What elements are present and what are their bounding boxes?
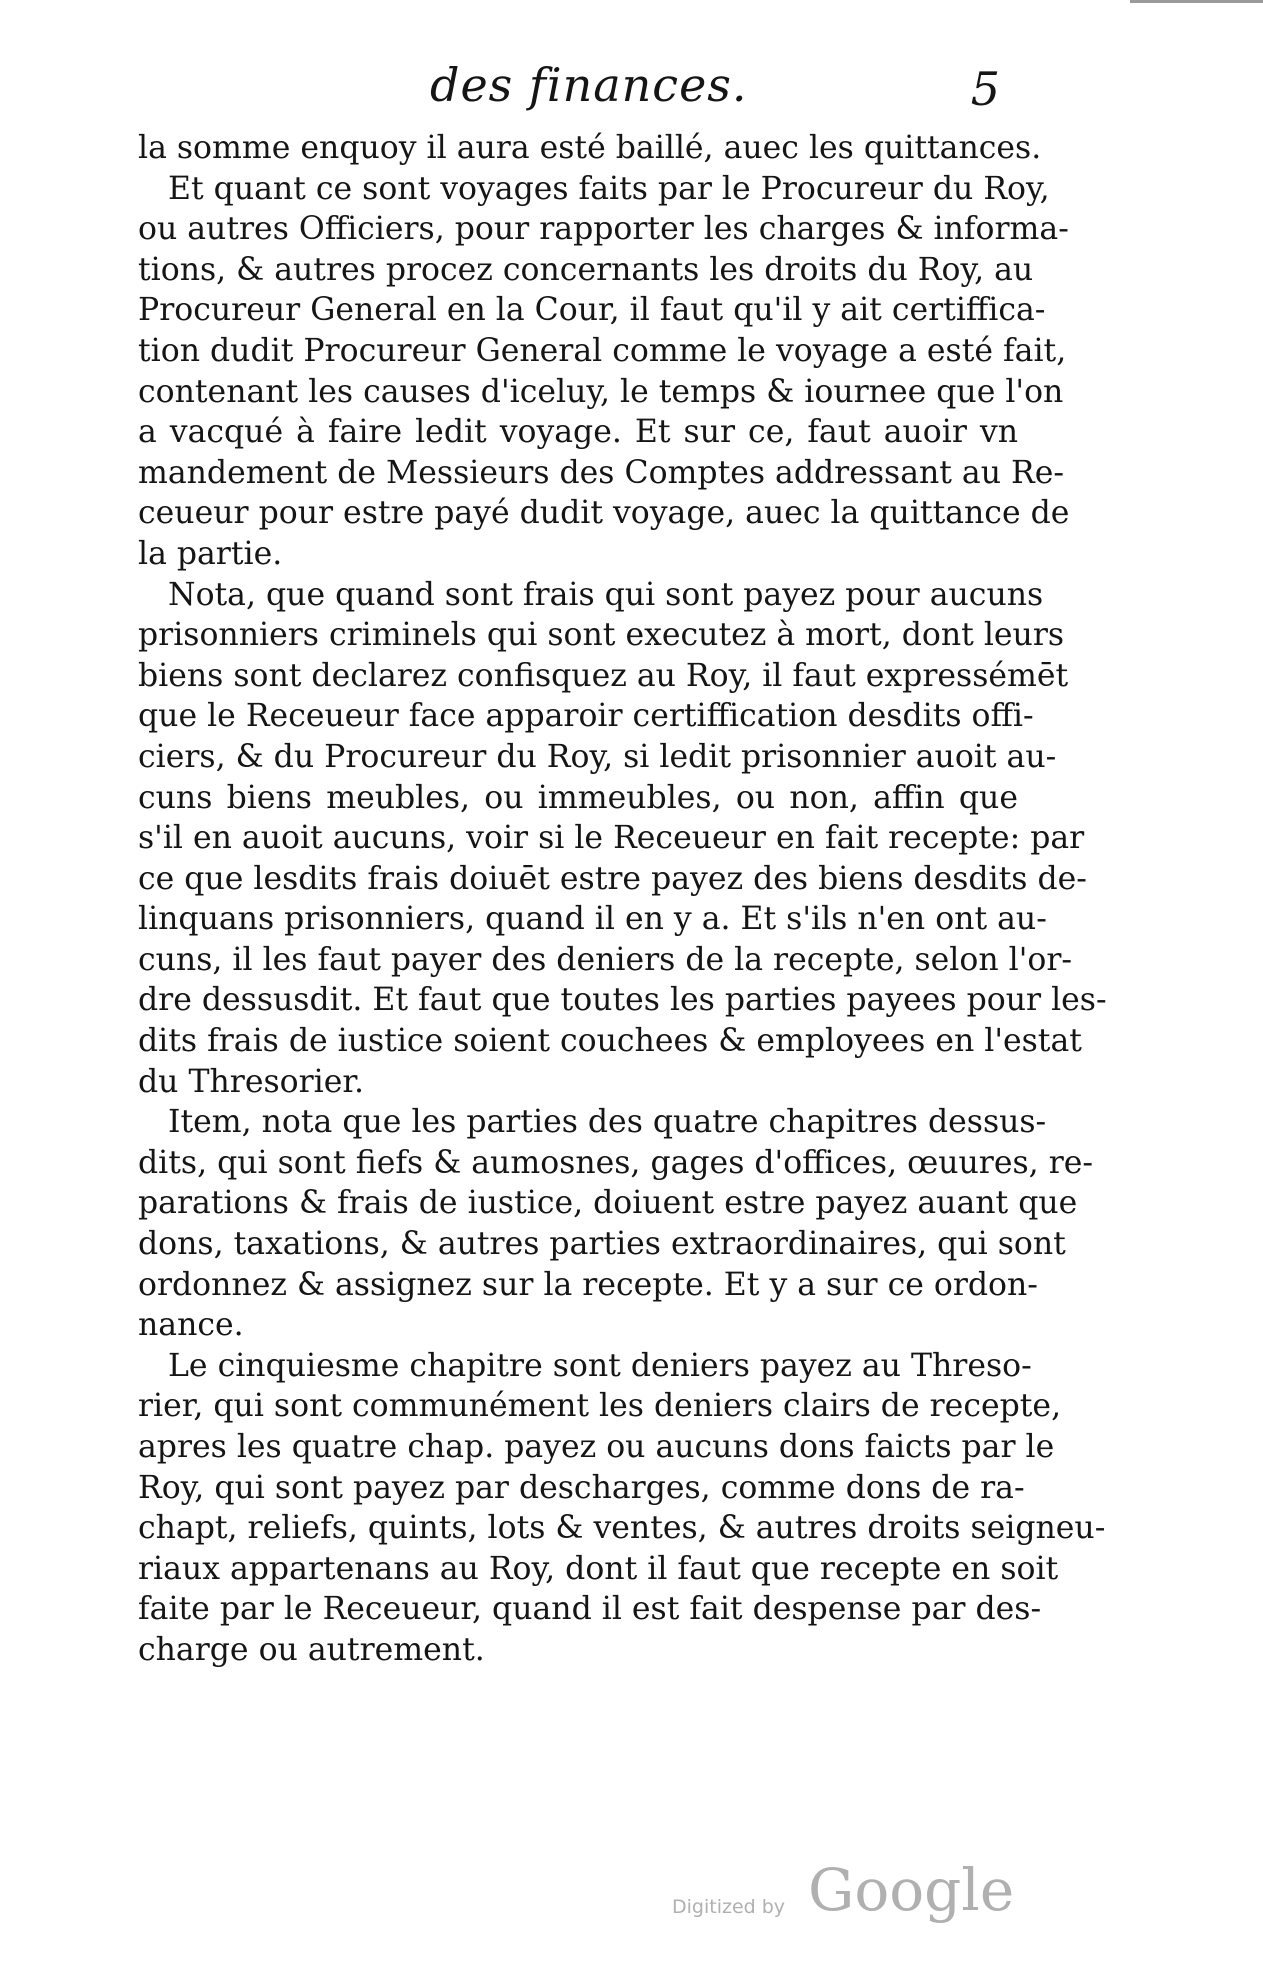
paragraph — [138, 575, 1107, 1103]
text-line: cuns biens meubles, ou immeubles, ou non, affin que — [138, 779, 1018, 816]
text-line: nance. — [138, 1307, 244, 1344]
digitized-watermark — [672, 1856, 1015, 1926]
paragraph — [138, 169, 1070, 575]
page-number: 5 — [970, 62, 1000, 116]
text-line: biens sont declarez confisquez au Roy, il faut expressémēt — [138, 657, 1069, 694]
text-line: Procureur General en la Cour, il faut qu'il y ait certiffica- — [138, 292, 1046, 329]
scan-edge-mark — [1130, 0, 1263, 3]
text-line: Item, nota que les parties des quatre chapitres dessus- — [168, 1104, 1047, 1141]
text-line: tions, & autres procez concernants les droits du Roy, au — [138, 251, 1034, 288]
text-line: chapt, reliefs, quints, lots & ventes, & autres droits seigneu- — [138, 1510, 1106, 1547]
text-line: prisonniers criminels qui sont executez à mort, dont leurs — [138, 617, 1065, 654]
text-line: s'il en auoit aucuns, voir si le Receueur en fait recepte: par — [138, 820, 1085, 857]
text-line: ce que lesdits frais doiuēt estre payez des biens desdits de- — [138, 860, 1087, 897]
text-line: parations & frais de iustice, doiuent estre payez auant que — [138, 1185, 1078, 1222]
text-line: charge ou autrement. — [138, 1631, 485, 1668]
body-text — [138, 128, 1107, 1671]
text-line: mandement de Messieurs des Comptes addressant au Re- — [138, 454, 1065, 491]
text-line: rier, qui sont communément les deniers clairs de recepte, — [138, 1388, 1062, 1425]
text-line: faite par le Receueur, quand il est fait despense par des- — [138, 1591, 1042, 1628]
text-line: du Thresorier. — [138, 1063, 364, 1100]
text-line: apres les quatre chap. payez ou aucuns dons faicts par le — [138, 1429, 1055, 1465]
text-line: dons, taxations, & autres parties extraordinaires, qui sont — [138, 1226, 1066, 1263]
text-line: linquans prisonniers, quand il en y a. Et s'ils n'en ont au- — [138, 901, 1047, 938]
paragraph — [138, 1102, 1094, 1346]
text-line: cuns, il les faut payer des deniers de la recepte, selon l'or- — [138, 941, 1073, 978]
text-line: Et quant ce sont voyages faits par le Procureur du Roy, — [168, 170, 1050, 207]
paragraph — [138, 1346, 1106, 1671]
paragraph — [138, 128, 1042, 169]
text-line: tion dudit Procureur General comme le voyage a esté fait, — [138, 332, 1067, 369]
text-line: ou autres Officiers, pour rapporter les charges & informa- — [138, 211, 1069, 248]
text-line: riaux appartenans au Roy, dont il faut que recepte en soit — [138, 1550, 1059, 1587]
text-line: la somme enquoy il aura esté baillé, auec les quittances. — [138, 130, 1042, 166]
text-line: ordonnez & assignez sur la recepte. Et y a sur ce ordon- — [138, 1266, 1038, 1303]
text-line: contenant les causes d'iceluy, le temps & iournee que l'on — [138, 373, 1064, 410]
text-line: que le Receueur face apparoir certiffication desdits offi- — [138, 698, 1034, 735]
text-line: Le cinquiesme chapitre sont deniers payez au Threso- — [168, 1347, 1032, 1384]
text-line: dits, qui sont fiefs & aumosnes, gages d'offices, œuures, re- — [138, 1144, 1094, 1181]
text-line: dits frais de iustice soient couchees & employees en l'estat — [138, 1023, 1082, 1060]
text-line: la partie. — [138, 535, 283, 572]
text-line: dre dessusdit. Et faut que toutes les parties payees pour les- — [138, 982, 1107, 1019]
text-line: Nota, que quand sont frais qui sont payez pour aucuns — [168, 576, 1044, 613]
text-line: ceueur pour estre payé dudit voyage, auec la quittance de — [138, 495, 1070, 532]
running-head: des finances. — [430, 58, 748, 112]
watermark-prefix: Digitized by — [672, 1896, 786, 1918]
text-line: a vacqué à faire ledit voyage. Et sur ce, faut auoir vn — [138, 414, 1018, 451]
google-logo: Google — [808, 1856, 1015, 1924]
text-line: ciers, & du Procureur du Roy, si ledit prisonnier auoit au- — [138, 738, 1057, 775]
page-header — [160, 58, 1020, 128]
text-line: Roy, qui sont payez par descharges, comme dons de ra- — [138, 1469, 1025, 1506]
